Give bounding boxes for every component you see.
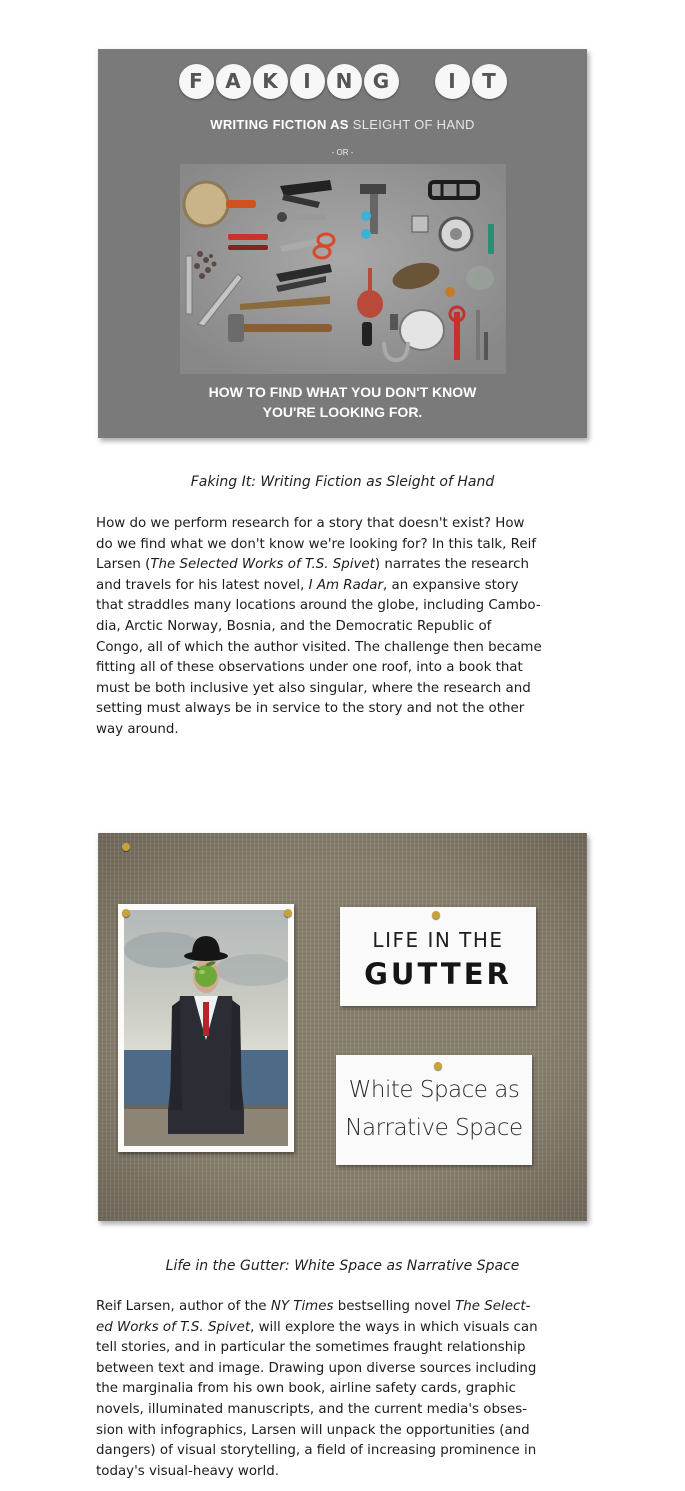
title-letter: T xyxy=(472,64,507,99)
title-letter: N xyxy=(327,64,362,99)
description-line: and travels for his latest novel, I Am Radar, an expansive story xyxy=(96,577,519,593)
slide-subtitle-line-1: White Space as xyxy=(348,1077,520,1103)
talk2-description xyxy=(96,1297,591,1482)
title-letter: F xyxy=(179,64,214,99)
description-line: ed Works of T.S. Spivet, will explore the ways in which visuals can xyxy=(96,1319,538,1335)
description-line: that straddles many locations around the globe, including Cambo- xyxy=(96,598,541,614)
life-in-the-gutter-slide-image xyxy=(98,833,587,1221)
pushpin-icon xyxy=(122,843,130,851)
painting-illustration xyxy=(124,910,288,1146)
title-letter: A xyxy=(216,64,251,99)
slide-subtitle-line-2: Narrative Space xyxy=(345,1115,523,1141)
description-line: must be both inclusive yet also singular, where the research and xyxy=(96,680,531,696)
description-line: between text and image. Drawing upon diverse sources including xyxy=(96,1360,537,1376)
description-line: dangers) of visual storytelling, a field of increasing prominence in xyxy=(96,1443,537,1459)
slide-tagline xyxy=(98,382,587,422)
description-line: dia, Arctic Norway, Bosnia, and the Democratic Republic of xyxy=(96,618,492,634)
subtitle-paper-note xyxy=(336,1055,532,1165)
description-line: fitting all of these observations under one roof, into a book that xyxy=(96,660,523,676)
title-letter: I xyxy=(435,64,470,99)
description-line: way around. xyxy=(96,721,179,737)
title-letter: I xyxy=(290,64,325,99)
pushpin-icon xyxy=(284,909,292,917)
slide-subtitle xyxy=(98,117,587,132)
description-line: today's visual-heavy world. xyxy=(96,1463,280,1479)
pushpin-icon xyxy=(432,911,440,919)
talk1-description xyxy=(96,514,591,741)
slide-title-line-2: GUTTER xyxy=(364,957,512,991)
title-paper-note xyxy=(340,907,536,1006)
description-line: Reif Larsen, author of the NY Times bestselling novel The Select- xyxy=(96,1299,531,1314)
talk2-caption: Life in the Gutter: White Space as Narrative Space xyxy=(165,1258,520,1274)
title-letter: K xyxy=(253,64,288,99)
description-line: sion with infographics, Larsen will unpack the opportunities (and xyxy=(96,1422,530,1438)
description-line: novels, illuminated manuscripts, and the current media's obses- xyxy=(96,1401,528,1417)
description-line: Larsen (The Selected Works of T.S. Spivet) narrates the research xyxy=(96,557,529,573)
title-letter: G xyxy=(364,64,399,99)
description-line: the marginalia from his own book, airline safety cards, graphic xyxy=(96,1381,516,1397)
description-line: do we find what we don't know we're looking for? In this talk, Reif xyxy=(96,536,537,552)
description-line: tell stories, and in particular the sometimes fraught relationship xyxy=(96,1340,526,1356)
faking-it-slide-image xyxy=(98,49,587,438)
son-of-man-painting xyxy=(118,904,294,1152)
description-line: setting must always be in service to the story and not the other xyxy=(96,701,525,717)
pushpin-icon xyxy=(122,909,130,917)
slide-or-text: - OR - xyxy=(331,148,354,157)
description-line: Congo, all of which the author visited. The challenge then became xyxy=(96,639,542,655)
description-line: How do we perform research for a story that doesn't exist? How xyxy=(96,516,525,531)
slide-subtitle-light: SLEIGHT OF HAND xyxy=(352,117,475,132)
talk1-caption: Faking It: Writing Fiction as Sleight of Hand xyxy=(190,474,495,490)
tools-flatlay-illustration xyxy=(180,164,506,374)
pushpin-icon xyxy=(434,1062,442,1070)
slide-subtitle-bold: WRITING FICTION AS xyxy=(210,117,349,132)
slide-tagline-line-2: YOU'RE LOOKING FOR. xyxy=(262,404,423,420)
slide-title-letters xyxy=(98,64,587,99)
slide-tagline-line-1: HOW TO FIND WHAT YOU DON'T KNOW xyxy=(208,384,477,400)
slide-title-line-1: LIFE IN THE xyxy=(372,928,504,952)
